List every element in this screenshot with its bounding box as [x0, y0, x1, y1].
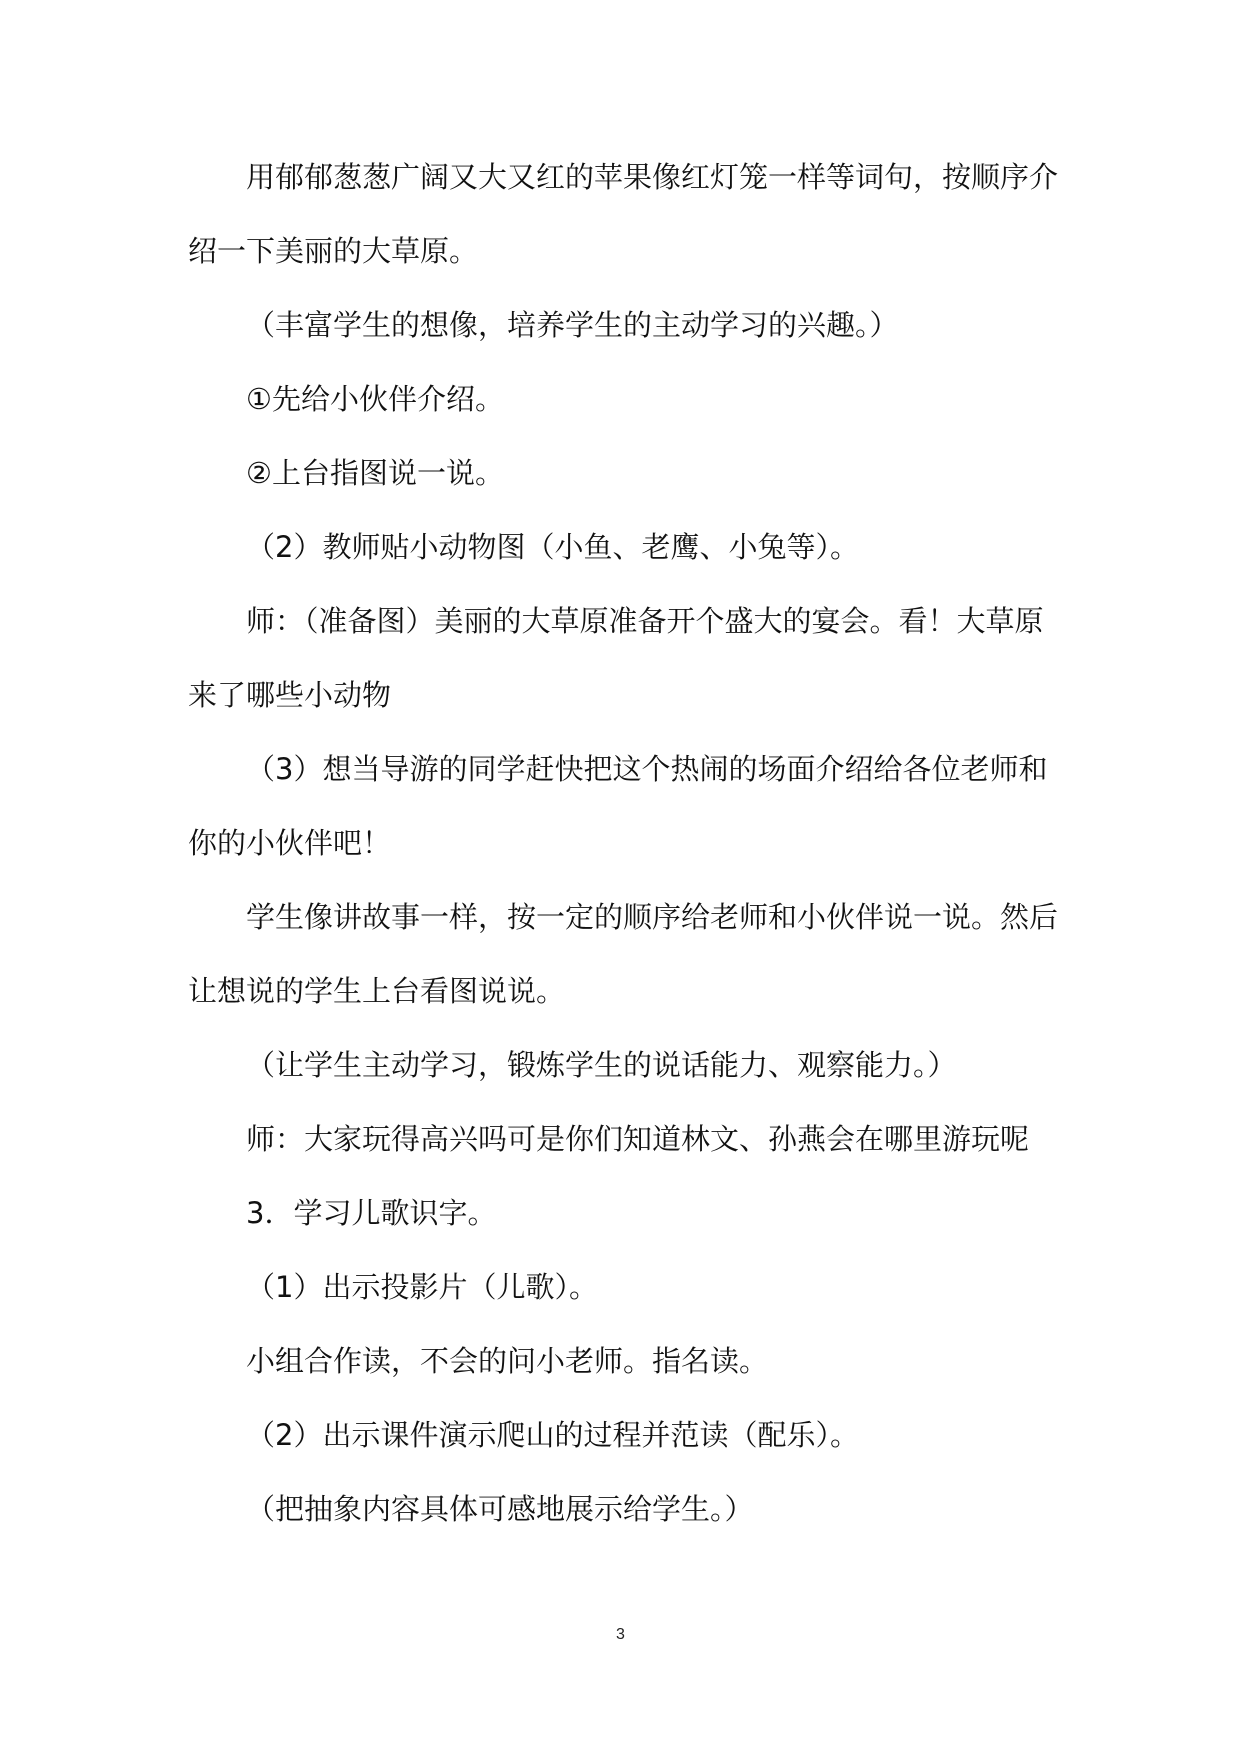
paragraph-11: 3．学习儿歌识字。 [246, 1196, 497, 1230]
paragraph-8: 学生像讲故事一样，按一定的顺序给老师和小伙伴说一说。然后让想说的学生上台看图说说。 [188, 900, 1059, 1008]
paragraph-12: （1）出示投影片（儿歌）。 [246, 1270, 598, 1304]
paragraph-3: ①先给小伙伴介绍。 [246, 382, 504, 416]
paragraph-1: 用郁郁葱葱广阔又大又红的苹果像红灯笼一样等词句，按顺序介绍一下美丽的大草原。 [188, 160, 1059, 268]
paragraph-9: （让学生主动学习，锻炼学生的说话能力、观察能力。） [246, 1048, 957, 1082]
paragraph-15: （把抽象内容具体可感地展示给学生。） [246, 1492, 754, 1526]
paragraph-7: （3）想当导游的同学赶快把这个热闹的场面介绍给各位老师和你的小伙伴吧！ [188, 752, 1048, 860]
document-body [188, 140, 1058, 1546]
paragraph-4: ②上台指图说一说。 [246, 456, 504, 490]
paragraph-6: 师：（准备图）美丽的大草原准备开个盛大的宴会。看！大草原来了哪些小动物 [188, 604, 1044, 712]
paragraph-5: （2）教师贴小动物图（小鱼、老鹰、小兔等）。 [246, 530, 859, 564]
paragraph-10: 师：大家玩得高兴吗可是你们知道林文、孙燕会在哪里游玩呢 [246, 1122, 1030, 1156]
page-number: 3 [616, 1626, 625, 1643]
paragraph-2: （丰富学生的想像，培养学生的主动学习的兴趣。） [246, 308, 899, 342]
paragraph-14: （2）出示课件演示爬山的过程并范读（配乐）。 [246, 1418, 859, 1452]
paragraph-13: 小组合作读，不会的问小老师。指名读。 [246, 1344, 769, 1378]
